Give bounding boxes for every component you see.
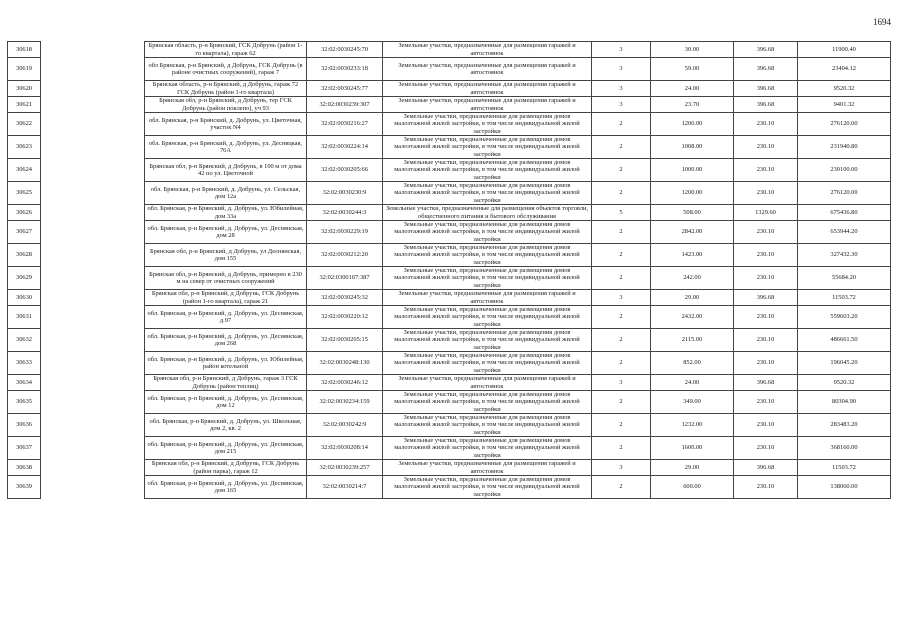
row-number: 30621 <box>8 97 41 113</box>
land-use-cell: Земельные участки, предназначенные для размещения гаражей и автостоянок <box>383 460 592 476</box>
spacer-cell <box>41 306 145 329</box>
use-group-cell: 3 <box>592 81 651 97</box>
area-cell: 59.00 <box>651 58 734 81</box>
use-group-cell: 2 <box>592 244 651 267</box>
cadastral-number-cell: 32:02:0030205:15 <box>307 329 383 352</box>
cadastral-value-cell: 196045.20 <box>798 352 891 375</box>
spacer-cell <box>41 113 145 136</box>
table-row <box>8 460 891 476</box>
row-number: 30635 <box>8 391 41 414</box>
area-cell: 30.00 <box>651 42 734 58</box>
address-cell: обл. Брянская, р-н Брянский, д. Добрунь, ул. Деснянская, дом 268 <box>145 329 307 352</box>
cadastral-number-cell: 32:02:0300107:387 <box>307 267 383 290</box>
cadastral-number-cell: 32:02:0030220:12 <box>307 306 383 329</box>
address-cell: обл. Брянская, р-н Брянский, д. Добрунь, ул. Юбилейная, район котельной <box>145 352 307 375</box>
use-group-cell: 2 <box>592 437 651 460</box>
row-number: 30631 <box>8 306 41 329</box>
area-cell: 29.00 <box>651 290 734 306</box>
specific-value-cell: 230.10 <box>734 182 798 205</box>
address-cell: обл. Брянская, р-н Брянский, д. Добрунь, ул. Деснянская, дом 12 <box>145 391 307 414</box>
cadastral-number-cell: 32:02:0030230:9 <box>307 182 383 205</box>
cadastral-value-cell: 276120.00 <box>798 113 891 136</box>
spacer-cell <box>41 290 145 306</box>
address-cell: обл Брянская, р-н Брянский, д Добрунь, ГСК Добрунь (в районе очистных сооружений), гараж 7 <box>145 58 307 81</box>
land-use-cell: Земельные участки, предназначенные для размещения домов малоэтажной жилой застройки, в том числе индивидуальной жилой застройки <box>383 244 592 267</box>
land-use-cell: Земельные участки, предназначенные для размещения домов малоэтажной жилой застройки, в том числе индивидуальной жилой застройки <box>383 437 592 460</box>
table-row <box>8 329 891 352</box>
table-row <box>8 136 891 159</box>
cadastral-value-cell: 653944.20 <box>798 221 891 244</box>
cadastral-number-cell: 32:02:0030212:20 <box>307 244 383 267</box>
row-number: 30630 <box>8 290 41 306</box>
land-use-cell: Земельные участки, предназначенные для размещения гаражей и автостоянок <box>383 375 592 391</box>
land-use-cell: Земельные участки, предназначенные для размещения домов малоэтажной жилой застройки, в том числе индивидуальной жилой застройки <box>383 182 592 205</box>
address-cell: обл. Брянская, р-н Брянский, д. Добрунь, ул. Сельская, дом 12а <box>145 182 307 205</box>
spacer-cell <box>41 244 145 267</box>
area-cell: 600.00 <box>651 476 734 499</box>
address-cell: обл. Брянская, р-н Брянский, д. Добрунь, ул. Деснянская, дом 165 <box>145 476 307 499</box>
cadastral-value-cell: 230100.00 <box>798 159 891 182</box>
cadastral-number-cell: 32:02:0030242:9 <box>307 414 383 437</box>
use-group-cell: 2 <box>592 113 651 136</box>
land-use-cell: Земельные участки, предназначенные для размещения домов малоэтажной жилой застройки, в том числе индивидуальной жилой застройки <box>383 352 592 375</box>
row-number: 30638 <box>8 460 41 476</box>
table-row <box>8 437 891 460</box>
spacer-cell <box>41 460 145 476</box>
use-group-cell: 2 <box>592 352 651 375</box>
land-use-cell: Земельные участки, предназначенные для размещения домов малоэтажной жилой застройки, в том числе индивидуальной жилой застройки <box>383 267 592 290</box>
land-use-cell: Земельные участки, предназначенные для размещения домов малоэтажной жилой застройки, в том числе индивидуальной жилой застройки <box>383 159 592 182</box>
cadastral-number-cell: 32:02:0030216:27 <box>307 113 383 136</box>
table-row <box>8 244 891 267</box>
cadastral-number-cell: 32:02:0030244:3 <box>307 205 383 221</box>
cadastral-number-cell: 32:02:0030248:130 <box>307 352 383 375</box>
spacer-cell <box>41 267 145 290</box>
cadastral-value-cell: 138060.00 <box>798 476 891 499</box>
address-cell: Брянская обл, р-н Брянский, д Добрунь, примерно в 230 м на север от очистных сооружений <box>145 267 307 290</box>
spacer-cell <box>41 182 145 205</box>
table-row <box>8 391 891 414</box>
cadastral-value-cell: 80304.90 <box>798 391 891 414</box>
cadastral-value-cell: 11900.40 <box>798 42 891 58</box>
row-number: 30618 <box>8 42 41 58</box>
land-use-cell: Земельные участки, предназначенные для размещения домов малоэтажной жилой застройки, в том числе индивидуальной жилой застройки <box>383 221 592 244</box>
cadastral-number-cell: 32:02:0030224:14 <box>307 136 383 159</box>
row-number: 30625 <box>8 182 41 205</box>
cadastral-value-cell: 559603.20 <box>798 306 891 329</box>
specific-value-cell: 230.10 <box>734 159 798 182</box>
use-group-cell: 3 <box>592 460 651 476</box>
area-cell: 29.00 <box>651 460 734 476</box>
spacer-cell <box>41 221 145 244</box>
table-body <box>8 42 891 499</box>
cadastral-value-cell: 55684.20 <box>798 267 891 290</box>
specific-value-cell: 1329.60 <box>734 205 798 221</box>
use-group-cell: 2 <box>592 476 651 499</box>
address-cell: обл. Брянская, р-н Брянский, д. Добрунь, ул. Цветочная, участок N4 <box>145 113 307 136</box>
use-group-cell: 2 <box>592 159 651 182</box>
spacer-cell <box>41 81 145 97</box>
use-group-cell: 2 <box>592 391 651 414</box>
cadastral-number-cell: 32:02:0030208:14 <box>307 437 383 460</box>
land-use-cell: Земельные участки, предназначенные для размещения домов малоэтажной жилой застройки, в том числе индивидуальной жилой застройки <box>383 306 592 329</box>
specific-value-cell: 396.68 <box>734 97 798 113</box>
land-use-cell: Земельные участки, предназначенные для размещения домов малоэтажной жилой застройки, в том числе индивидуальной жилой застройки <box>383 113 592 136</box>
cadastral-value-cell: 9401.32 <box>798 97 891 113</box>
cadastral-value-cell: 276120.00 <box>798 182 891 205</box>
specific-value-cell: 396.68 <box>734 460 798 476</box>
address-cell: обл. Брянская, р-н Брянский, д. Добрунь, ул. Десняцкая, 76А <box>145 136 307 159</box>
cadastral-number-cell: 32:02:0030234:159 <box>307 391 383 414</box>
cadastral-value-cell: 675436.80 <box>798 205 891 221</box>
cadastral-number-cell: 32:02:0030229:19 <box>307 221 383 244</box>
use-group-cell: 3 <box>592 42 651 58</box>
row-number: 30628 <box>8 244 41 267</box>
specific-value-cell: 230.10 <box>734 352 798 375</box>
spacer-cell <box>41 352 145 375</box>
specific-value-cell: 396.68 <box>734 58 798 81</box>
area-cell: 508.00 <box>651 205 734 221</box>
area-cell: 1600.00 <box>651 437 734 460</box>
specific-value-cell: 396.68 <box>734 42 798 58</box>
area-cell: 1000.00 <box>651 159 734 182</box>
area-cell: 852.00 <box>651 352 734 375</box>
table-row <box>8 81 891 97</box>
specific-value-cell: 230.10 <box>734 414 798 437</box>
table-row <box>8 267 891 290</box>
cadastral-number-cell: 32:02:0030239:257 <box>307 460 383 476</box>
cadastral-number-cell: 32:02:0030245:70 <box>307 42 383 58</box>
row-number: 30626 <box>8 205 41 221</box>
table-row <box>8 97 891 113</box>
land-use-cell: Земельные участки, предназначенные для размещения гаражей и автостоянок <box>383 81 592 97</box>
specific-value-cell: 230.10 <box>734 221 798 244</box>
address-cell: Брянская область, р-н Брянский, д Добрунь, гараж 72 ГСК Добрунь (район 1-го квартала) <box>145 81 307 97</box>
table-row <box>8 476 891 499</box>
row-number: 30629 <box>8 267 41 290</box>
table-row <box>8 113 891 136</box>
specific-value-cell: 230.10 <box>734 113 798 136</box>
address-cell: Брянская обл, р-н Брянский, д Добрунь, ГСК Добрунь (район парка), гараж 12 <box>145 460 307 476</box>
cadastral-value-cell: 9520.32 <box>798 375 891 391</box>
spacer-cell <box>41 42 145 58</box>
row-number: 30623 <box>8 136 41 159</box>
cadastral-value-table <box>7 41 891 499</box>
table-row <box>8 414 891 437</box>
table-row <box>8 42 891 58</box>
area-cell: 1008.00 <box>651 136 734 159</box>
row-number: 30637 <box>8 437 41 460</box>
land-use-cell: Земельные участки, предназначенные для размещения гаражей и автостоянок <box>383 290 592 306</box>
use-group-cell: 5 <box>592 205 651 221</box>
specific-value-cell: 230.10 <box>734 136 798 159</box>
land-use-cell: Земельные участки, предназначенные для размещения домов малоэтажной жилой застройки, в том числе индивидуальной жилой застройки <box>383 476 592 499</box>
cadastral-value-cell: 11503.72 <box>798 460 891 476</box>
specific-value-cell: 230.10 <box>734 437 798 460</box>
spacer-cell <box>41 159 145 182</box>
specific-value-cell: 396.68 <box>734 375 798 391</box>
cadastral-number-cell: 32:02:0030246:12 <box>307 375 383 391</box>
spacer-cell <box>41 476 145 499</box>
cadastral-value-cell: 486661.50 <box>798 329 891 352</box>
area-cell: 1232.00 <box>651 414 734 437</box>
address-cell: Брянская обл, р-н Брянский, д Добрунь, ул Деснянская, дом 155 <box>145 244 307 267</box>
area-cell: 2115.00 <box>651 329 734 352</box>
row-number: 30634 <box>8 375 41 391</box>
land-use-cell: Земельные участки, предназначенные для размещения домов малоэтажной жилой застройки, в том числе индивидуальной жилой застройки <box>383 329 592 352</box>
address-cell: Брянская обл, р-н Брянский, д Добрунь, ГСК Добрунь (район 1-го квартала), гараж 21 <box>145 290 307 306</box>
table-row <box>8 159 891 182</box>
page-number: 1694 <box>873 17 891 27</box>
land-use-cell: Земельные участки, предназначенные для размещения домов малоэтажной жилой застройки, в том числе индивидуальной жилой застройки <box>383 391 592 414</box>
specific-value-cell: 230.10 <box>734 391 798 414</box>
cadastral-value-cell: 283483.20 <box>798 414 891 437</box>
spacer-cell <box>41 391 145 414</box>
row-number: 30632 <box>8 329 41 352</box>
land-use-cell: Земельные участки, предназначенные для размещения домов малоэтажной жилой застройки, в том числе индивидуальной жилой застройки <box>383 136 592 159</box>
area-cell: 1200.00 <box>651 182 734 205</box>
table-row <box>8 352 891 375</box>
cadastral-value-cell: 231940.80 <box>798 136 891 159</box>
land-use-cell: Земельные участки, предназначенные для размещения гаражей и автостоянок <box>383 58 592 81</box>
row-number: 30622 <box>8 113 41 136</box>
spacer-cell <box>41 437 145 460</box>
row-number: 30620 <box>8 81 41 97</box>
cadastral-value-cell: 23404.12 <box>798 58 891 81</box>
cadastral-value-cell: 327432.30 <box>798 244 891 267</box>
specific-value-cell: 230.10 <box>734 306 798 329</box>
spacer-cell <box>41 329 145 352</box>
area-cell: 1200.00 <box>651 113 734 136</box>
land-use-cell: Земельные участки, предназначенные для размещения домов малоэтажной жилой застройки, в том числе индивидуальной жилой застройки <box>383 414 592 437</box>
specific-value-cell: 230.10 <box>734 329 798 352</box>
area-cell: 2842.00 <box>651 221 734 244</box>
cadastral-number-cell: 32:02:0030239:307 <box>307 97 383 113</box>
area-cell: 242.00 <box>651 267 734 290</box>
address-cell: обл. Брянская, р-н Брянский, д. Добрунь, ул. Деснянская, дом 28 <box>145 221 307 244</box>
use-group-cell: 2 <box>592 329 651 352</box>
row-number: 30639 <box>8 476 41 499</box>
spacer-cell <box>41 97 145 113</box>
table-row <box>8 290 891 306</box>
spacer-cell <box>41 414 145 437</box>
spacer-cell <box>41 136 145 159</box>
cadastral-number-cell: 32:02:0030205:66 <box>307 159 383 182</box>
use-group-cell: 2 <box>592 306 651 329</box>
spacer-cell <box>41 375 145 391</box>
address-cell: Брянская область, р-н Брянский, ГСК Добрунь (район 1-го квартала), гараж 62 <box>145 42 307 58</box>
row-number: 30633 <box>8 352 41 375</box>
address-cell: обл. Брянская, р-н Брянский, д. Добрунь, ул. Деснянская, д.97 <box>145 306 307 329</box>
cadastral-value-cell: 368160.00 <box>798 437 891 460</box>
table-row <box>8 221 891 244</box>
use-group-cell: 2 <box>592 136 651 159</box>
use-group-cell: 2 <box>592 182 651 205</box>
use-group-cell: 3 <box>592 58 651 81</box>
area-cell: 23.70 <box>651 97 734 113</box>
address-cell: Брянская обл, р-н Брянский, д Добрунь, гараж 3 ГСК Добрунь (район теплиц) <box>145 375 307 391</box>
area-cell: 24.00 <box>651 375 734 391</box>
row-number: 30636 <box>8 414 41 437</box>
cadastral-value-cell: 9520.32 <box>798 81 891 97</box>
table-row <box>8 182 891 205</box>
cadastral-value-cell: 11503.72 <box>798 290 891 306</box>
area-cell: 1423.00 <box>651 244 734 267</box>
address-cell: обл. Брянская, р-н Брянский, д. Добрунь, ул. Юбилейная, дом 33а <box>145 205 307 221</box>
table-row <box>8 205 891 221</box>
address-cell: Брянская обл, р-н Брянский, д Добрунь, в 100 м от дома 42 по ул. Цветочной <box>145 159 307 182</box>
use-group-cell: 2 <box>592 221 651 244</box>
area-cell: 2432.00 <box>651 306 734 329</box>
cadastral-number-cell: 32:02:0030245:32 <box>307 290 383 306</box>
row-number: 30619 <box>8 58 41 81</box>
table-row <box>8 58 891 81</box>
specific-value-cell: 396.68 <box>734 81 798 97</box>
spacer-cell <box>41 205 145 221</box>
address-cell: Брянская обл, р-н Брянский, д Добрунь, тер ГСК Добрунь (район поклепо), уч 93 <box>145 97 307 113</box>
spacer-cell <box>41 58 145 81</box>
area-cell: 349.00 <box>651 391 734 414</box>
use-group-cell: 2 <box>592 414 651 437</box>
area-cell: 24.00 <box>651 81 734 97</box>
specific-value-cell: 230.10 <box>734 267 798 290</box>
use-group-cell: 3 <box>592 290 651 306</box>
cadastral-number-cell: 32:02:0030233:18 <box>307 58 383 81</box>
use-group-cell: 3 <box>592 375 651 391</box>
cadastral-number-cell: 32:02:0030214:7 <box>307 476 383 499</box>
specific-value-cell: 396.68 <box>734 290 798 306</box>
land-use-cell: Земельные участки, предназначенные для размещения гаражей и автостоянок <box>383 42 592 58</box>
use-group-cell: 3 <box>592 97 651 113</box>
row-number: 30627 <box>8 221 41 244</box>
specific-value-cell: 230.10 <box>734 244 798 267</box>
table-row <box>8 375 891 391</box>
table-row <box>8 306 891 329</box>
use-group-cell: 2 <box>592 267 651 290</box>
cadastral-number-cell: 32:02:0030245:77 <box>307 81 383 97</box>
row-number: 30624 <box>8 159 41 182</box>
address-cell: обл. Брянская, р-н Брянский, д. Добрунь, ул. Школьная, дом 2, кв. 2 <box>145 414 307 437</box>
specific-value-cell: 230.10 <box>734 476 798 499</box>
land-use-cell: Земельные участки, предназначенные для размещения гаражей и автостоянок <box>383 97 592 113</box>
land-use-cell: Земельные участки, предназначенные для размещения объектов торговли, общественного питания и бытового обслуживания <box>383 205 592 221</box>
address-cell: обл. Брянская, р-н Брянский, д. Добрунь, ул. Деснянская, дом 215 <box>145 437 307 460</box>
